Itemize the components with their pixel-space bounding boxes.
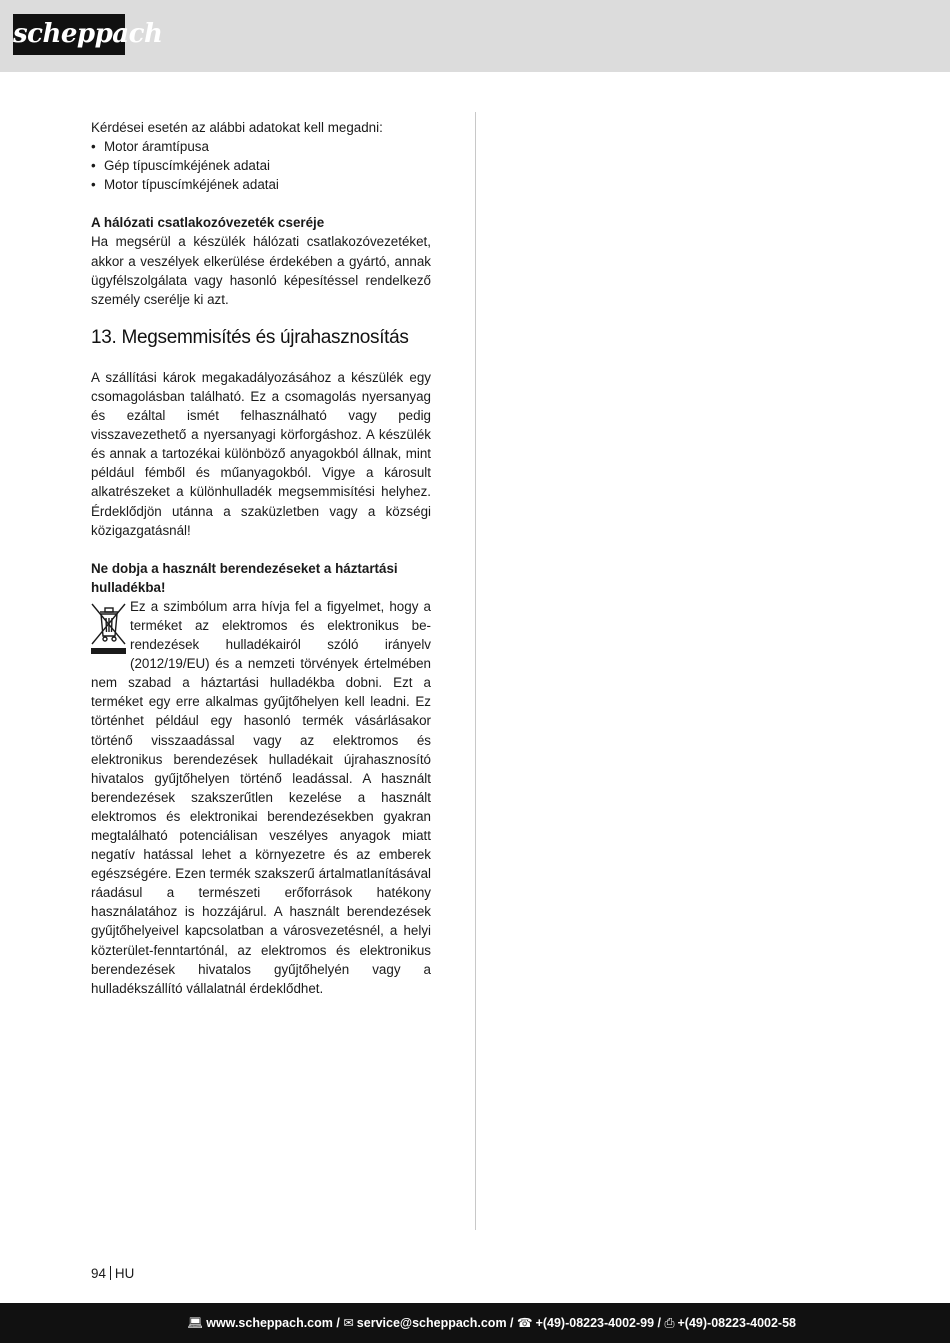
footer-contacts [187,1303,796,1343]
column-divider [475,112,476,1230]
weee-block [91,597,431,998]
computer-icon: 💻︎ [187,1316,204,1330]
footer-separator: / [654,1316,665,1330]
cable-heading: A hálózati csatlakozóvezeték cseréje [91,215,325,231]
info-list [91,137,431,194]
footer-email[interactable]: service@scheppach.com [356,1316,507,1330]
footer-separator: / [506,1316,517,1330]
weee-paragraph: Ez a szimbólum arra hívja fel a figyelmet, hogy a terméket az elektromos és elektronikus berendezések hulladékairól szóló irányelv (2012/19/EU) és a nemzeti törvények értelmében nem szabad a háztartási hulladékba dobni. Ezt a terméket egy erre alkalmas gyűjtőhelyen kell leadni. Ez történhet például egy hasonló termék vásárlásakor történő visszaadással vagy az elektromos és elektronikus berendezések hulladékait újrahasznosító hivatalos gyűjtőhelyen történő leadással. A használt berendezések szakszerűtlen kezelése a használt elektromos és elektronikai berendezésekben gyakran megtalálható potenciálisan veszélyes anyagok miatt negatív hatással lehet a környezetre és az emberek egészségére. Ezen termék szakszerű ártalmatlanításával ráadásul a természeti erőforrások hatékony használatához is hozzájárul. A használt berendezések gyűjtőhelyeivel kapcsolatban a városvezetésnél, a helyi közterület-fenntartónál, az elektromos és elektronikus berendezések hivatalos gyűjtőhelyén vagy a hulladékszállító vállalatnál érdeklődhet. [91,598,431,996]
telephone-icon: ☎︎ [516,1316,533,1330]
footer-website[interactable]: www.scheppach.com [206,1316,333,1330]
disposal-paragraph: A szállítási károk megakadályozásához a készülék egy csomagolásban található. Ez a csomagolás nyersanyag és ezáltal ismét felhasználható vagy pedig visszavezethető a nyersanyagi körforgáshoz. A készülék és annak a tartozékai különböző anyagokból állnak, mint például fémből és műanyagokból. Vigye a károsult alkatrészeket a különhulladék megsemmisítési helyhez. Érdeklődjön utánna a szaküzletben vagy a községi közigazgatásnál! [91,369,431,538]
page-number [91,1264,134,1283]
brand-logo: scheppach [13,14,125,55]
list-item: • Motor típuscímkéjének adatai [91,175,431,194]
list-item: • Gép típuscímkéjének adatai [91,156,431,175]
cable-paragraph: Ha megsérül a készülék hálózati csatlakozóvezetéket, akkor a veszélyek elkerülése érdekében a gyártó, annak ügyfélszolgálata vagy hasonló képesítéssel rendelkező személy cserélje ki azt. [91,234,431,307]
left-column [91,118,431,998]
envelope-icon: ✉︎ [343,1316,354,1330]
weee-heading: Ne dobja a használt berendezéseket a háztartási hulladékba! [91,560,398,595]
crossed-out-wheelie-bin-icon [90,600,127,660]
list-item: • Motor áramtípusa [91,137,431,156]
page-language: HU [114,1266,135,1281]
section-heading: 13. Megsemmisítés és újrahasznosítás [91,326,409,348]
page-number-value: 94 [91,1266,106,1281]
footer-phone: +(49)-08223-4002-99 [535,1316,655,1330]
fax-icon: ⎙ [664,1316,675,1330]
footer-separator: / [332,1316,344,1330]
footer-fax: +(49)-08223-4002-58 [677,1316,796,1330]
header-band [0,0,950,72]
footer-band [0,1303,950,1343]
intro-text: Kérdései esetén az alábbi adatokat kell megadni: [91,120,383,135]
